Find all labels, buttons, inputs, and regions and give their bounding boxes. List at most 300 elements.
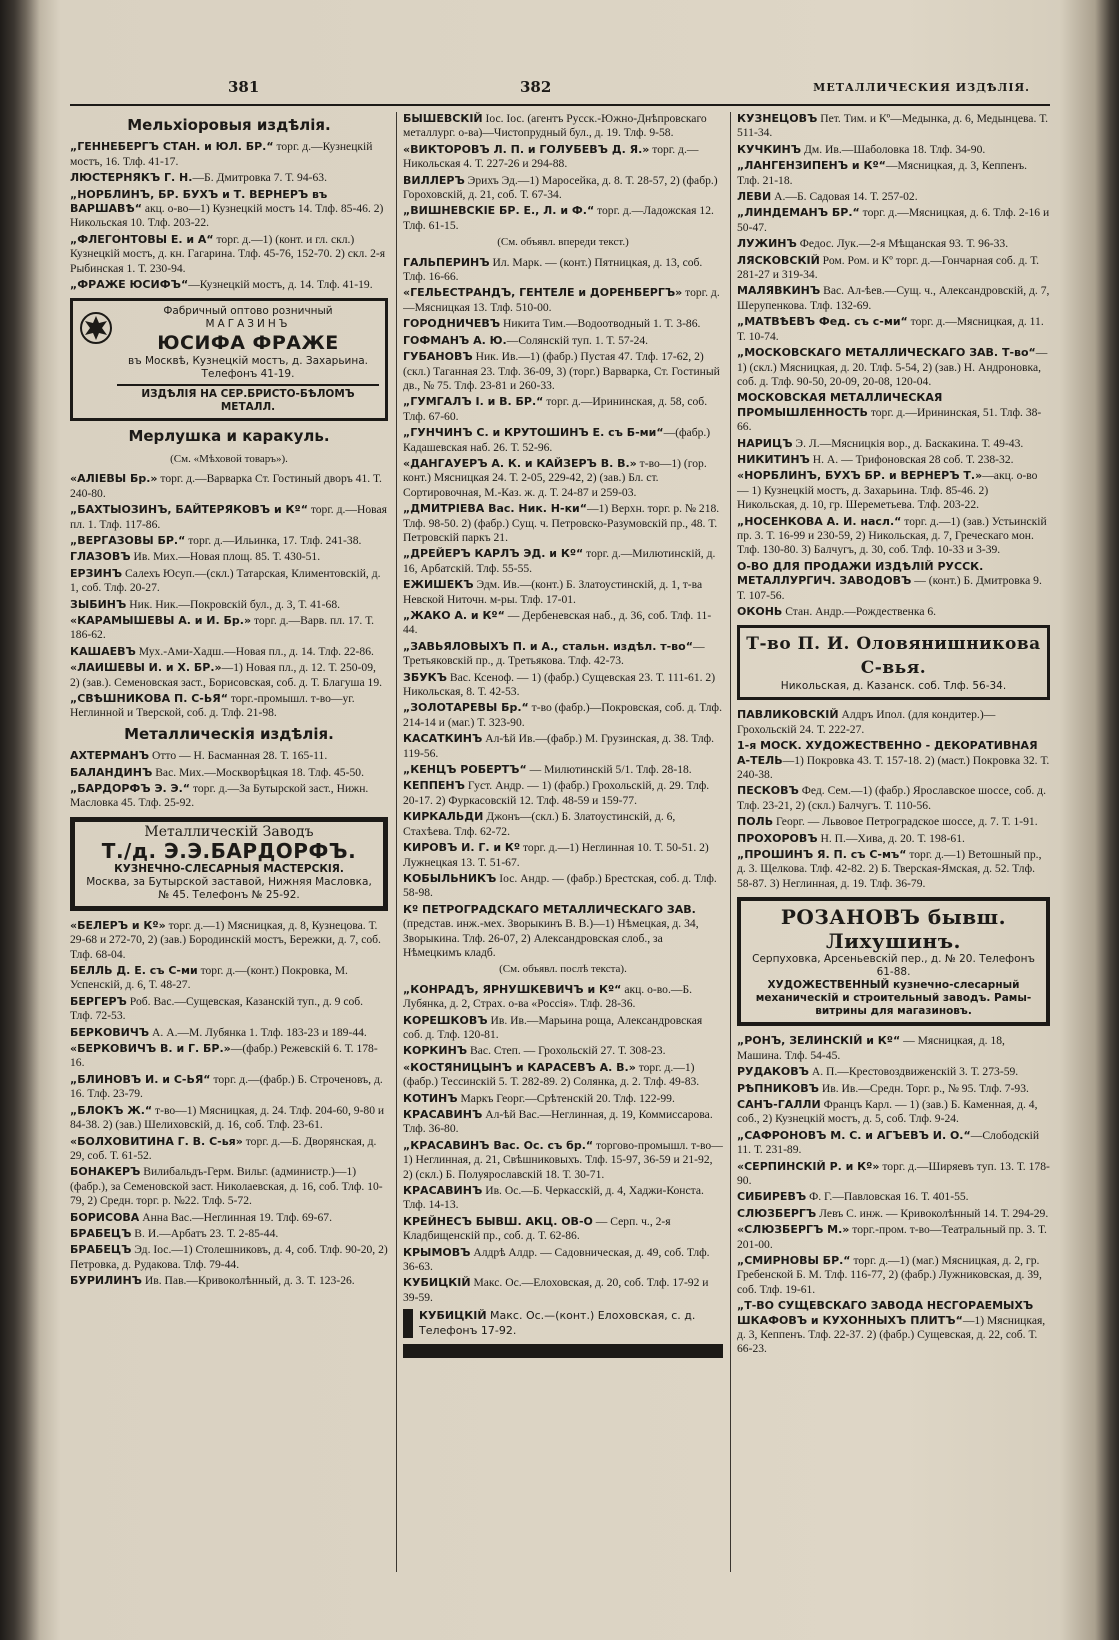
entry-details: Вас. Степ. — Грохольскій 27. Т. 308-23. <box>467 1044 666 1058</box>
directory-entry <box>70 1073 388 1102</box>
entry-details: Маркъ Георг.—Срѣтенскій 20. Тлф. 122-99. <box>457 1091 675 1105</box>
entry-name: „БАРДОРФЪ Э. Э.“ <box>70 782 191 795</box>
directory-entry <box>70 472 388 501</box>
entry-name: «БЕРКОВИЧЪ В. и Г. БР.» <box>70 1042 231 1056</box>
directory-entry <box>737 469 1050 512</box>
entry-details: Э. Л.—Мясницкія вор., д. Баскакина. Т. 49-43. <box>792 436 1024 450</box>
entry-details: торгово-промышл. т-во—1) Неглинная, д. 21, Свѣшниковыхъ. Тлф. 15-97, 36-59 и 21-92, 2) (скл.) Б. Полуярославскій 18. Т. 30-71. <box>403 1138 723 1181</box>
entry-name: „МОСКОВСКАГО МЕТАЛЛИЧЕСКАГО ЗАВ. Т-во“ <box>737 346 1036 360</box>
entry-name: „БЛИНОВЪ И. и С-ЬЯ“ <box>70 1072 211 1086</box>
directory-entry <box>737 254 1050 283</box>
entry-name: „КЕНЦЪ РОБЕРТЪ“ <box>403 763 527 777</box>
entry-name: БЫШЕВСКІЙ <box>403 112 483 125</box>
ad-headline: Т-во П. И. Оловянишникова С-вья. <box>746 634 1041 679</box>
entry-name: ЗЫБИНЪ <box>70 597 127 611</box>
entry-details: Никита Тим.—Водоотводный 1. Т. 3-86. <box>500 317 701 331</box>
entry-name: „ФРАЖЕ ЮСИФЪ“ <box>70 278 189 292</box>
entry-name: „ДМИТРІЕВА Вас. Ник. Н-ки“ <box>403 502 587 516</box>
advertisement-rozanov <box>737 897 1050 1026</box>
directory-entry <box>70 645 388 659</box>
entry-details: торг. д.—1) (маг.) Мясницкая, д. 2, гр. Гребенской Б. М. Тлф. 116-77, 2) (фабр.) Лужниковская, д. 39, соб. Тлф. 19-61. <box>737 1253 1042 1296</box>
directory-entry <box>403 317 723 331</box>
entry-details: т-во—1) Мясницкая, д. 24. Тлф. 204-60, 9-80 и 84-38. 2) (зав.) Шелиховскій, д. 16, соб. Тлф. 23-61. <box>70 1103 385 1132</box>
entry-name: „ГУМГАЛЪ І. и В. БР.“ <box>403 395 544 409</box>
entry-name: ГОРОДНИЧЕВЪ <box>403 317 501 331</box>
entry-name: КИРКАЛЬДИ <box>403 810 484 824</box>
directory-entry <box>737 206 1050 235</box>
entry-details: Алдрѣ Алдр. — Садовническая, д. 49, соб. Тлф. 36-63. <box>403 1245 710 1274</box>
entry-name: «БЕЛЕРЪ и Кº» <box>70 918 166 932</box>
entry-details: торг. д.—1) (фабр.) Тессинскій 5. Т. 282-89. 2) Солянка, д. 2. Тлф. 49-83. <box>403 1060 700 1089</box>
directory-entry <box>403 112 723 141</box>
directory-entry <box>403 578 723 607</box>
directory-entry <box>403 1276 723 1305</box>
column-2 <box>403 112 723 1572</box>
entry-name: „ЛИНДЕМАНЪ БР.“ <box>737 206 860 220</box>
directory-entry <box>70 964 388 993</box>
directory-entry <box>70 1165 388 1208</box>
directory-entry <box>70 278 388 292</box>
entry-name: „РОНЪ, ЗЕЛИНСКІЙ и Кº“ <box>737 1034 901 1048</box>
entry-details: Ал-ѣй Ив.—(фабр.) М. Грузинская, д. 38. Тлф. 119-56. <box>403 732 715 760</box>
entry-name: КАСАТКИНЪ <box>403 732 483 746</box>
entry-list <box>70 140 388 292</box>
directory-entry <box>403 609 723 638</box>
directory-entry <box>403 350 723 393</box>
directory-entry <box>70 567 388 596</box>
entry-name: „СВѢШНИКОВА П. С-ЬЯ“ <box>70 691 228 705</box>
entry-details: — (конт.) Б. Дмитровка 9. Т. 107-56. <box>737 574 1042 602</box>
entry-details: Ив. Ос.—Б. Черкасскій, д. 4, Хаджи-Конста. Тлф. 14-13. <box>403 1184 704 1212</box>
column-divider <box>396 112 397 1572</box>
directory-entry <box>737 515 1050 558</box>
directory-entry <box>737 1254 1050 1297</box>
entry-name: „БАХТЫОЗИНЪ, БАЙТЕРЯКОВЪ и Кº“ <box>70 503 308 517</box>
directory-entry <box>737 315 1050 344</box>
entry-details: — Серп. ч., 2-я Кладбищенскій пр., соб. д. Т. 62-86. <box>403 1214 671 1243</box>
directory-entry <box>403 983 723 1012</box>
entry-details: торг. д.—Мясницкая 13. Тлф. 510-00. <box>403 286 720 314</box>
entry-list <box>70 919 388 1289</box>
directory-entry <box>737 560 1050 603</box>
entry-list <box>70 472 388 721</box>
entry-details: Стан. Андр.—Рождественка 6. <box>782 605 937 618</box>
entry-name: „БЛОКЪ Ж.“ <box>70 1103 153 1117</box>
ad-headline: РОЗАНОВЪ бывш. Лихушинъ. <box>780 905 1007 954</box>
entry-name: ЕЖИШЕКЪ <box>403 578 474 592</box>
entry-name: «НОРБЛИНЪ, БУХЪ БР. и ВЕРНЕРЪ Т.» <box>737 469 983 483</box>
entry-list <box>403 112 723 233</box>
entry-details: Ив. Ив.—Марьина роща, Александровская соб. д. Тлф. 120-81. <box>403 1013 703 1041</box>
entry-details: А. А.—М. Лубянка 1. Тлф. 183-23 и 189-44. <box>149 1025 367 1039</box>
section-title: Мерлушка и каракуль. <box>128 427 330 446</box>
entry-details: — Мясницкая, д. 18, Машина. Тлф. 54-45. <box>737 1034 1005 1062</box>
entry-name: БЕЛЛЬ Д. Е. съ С-ми <box>70 964 198 978</box>
directory-entry <box>737 815 1050 829</box>
advertisement-fraje <box>70 298 388 421</box>
entry-details: Іос. Андр. — (фабр.) Брестская, соб. д. Тлф. 58-98. <box>403 871 717 900</box>
entry-list <box>737 708 1050 891</box>
entry-details: Федос. Лук.—2-я Мѣщанская 93. Т. 96-33. <box>796 237 1009 251</box>
directory-entry <box>737 453 1050 467</box>
eagle-emblem-icon <box>79 311 113 345</box>
entry-details: торг. д.—За Бутырской заст., Нижн. Масловка 45. Тлф. 25-92. <box>70 782 369 810</box>
directory-entry <box>403 256 723 285</box>
entry-details: —Мясницкая, д. 3, Кеппенъ. Тлф. 21-18. <box>737 159 1027 187</box>
entry-details: торг. д.—Мясницкая, д. 11. Т. 10-74. <box>737 315 1044 343</box>
directory-entry <box>403 1061 723 1090</box>
entry-list <box>403 256 723 961</box>
entry-name: КОРКИНЪ <box>403 1044 468 1058</box>
entry-name: „КРАСАВИНЪ Вас. Ос. съ бр.“ <box>403 1138 594 1152</box>
entry-details: т-во (фабр.)—Покровская, соб. д. Тлф. 214-14 и (маг.) Т. 323-90. <box>403 701 722 729</box>
entry-name: КОТИНЪ <box>403 1091 458 1105</box>
entry-details: торг. д.—1) (зав.) Устьинскій пр. 3. Т. 16-99 и 230-59, 2) Никольская, д. 7, Греческаго мон. Тлф. 130-80. 3) Балчугъ, д. 30, соб. Тлф. 10-33 и 3-39. <box>737 514 1047 557</box>
entry-details: Эдм. Ив.—(конт.) Б. Златоустинскій, д. 1, т-ва Невской Ниточн. м-ры. Тлф. 17-01. <box>403 578 703 606</box>
directory-entry <box>70 1227 388 1241</box>
entry-details: — Милютинскій 5/1. Тлф. 28-18. <box>526 763 692 777</box>
directory-entry <box>403 1044 723 1058</box>
entry-name: ПЕСКОВЪ <box>737 784 799 798</box>
entry-details: Вилибальдъ-Герм. Вильг. (администр.)—1) (фабр.), за Семеновской заст. Николаевская, д. 16, соб. Тлф. 10-79, 2) Средн. торг. р. №22. Тлф. 5-72. <box>70 1165 383 1208</box>
directory-entry <box>403 872 723 901</box>
entry-name: КУБИЦКІЙ <box>403 1276 471 1290</box>
advertisement-bardorf <box>70 817 388 911</box>
entry-name: МОСКОВСКАЯ МЕТАЛЛИЧЕСКАЯ ПРОМЫШЛЕННОСТЬ <box>737 391 943 419</box>
entry-name: „ВЕРГАЗОВЫ БР.“ <box>70 533 186 547</box>
directory-entry <box>737 237 1050 251</box>
entry-name: БУРИЛИНЪ <box>70 1274 143 1288</box>
directory-entry <box>70 919 388 962</box>
entry-details: торг.-промышл. т-во—уг. Неглинной и Тверской, соб. д. Тлф. 21-98. <box>70 691 355 720</box>
ad-line: КУЗНЕЧНО-СЛЕСАРНЫЯ МАСТЕРСКІЯ. <box>114 862 344 875</box>
directory-entry <box>403 779 723 808</box>
entry-details: Іос. Іос. (агентъ Русск.-Южно-Днѣпровскаго металлург. о-ва)—Чистопрудный бул., д. 19. Тлф. 9-58. <box>403 112 707 140</box>
entry-name: ГУБАНОВЪ <box>403 350 473 364</box>
directory-entry <box>70 188 388 231</box>
directory-entry <box>737 832 1050 846</box>
entry-name: СЛЮЗБЕРГЪ <box>737 1206 817 1220</box>
entry-details: торг. д.—(фабр.) Б. Строченовъ, д. 16. Тлф. 23-79. <box>70 1072 383 1101</box>
column-divider <box>730 112 731 1572</box>
directory-entry <box>737 605 1050 619</box>
entry-name: СИБИРЕВЪ <box>737 1190 807 1204</box>
directory-entry <box>403 174 723 203</box>
entry-details: Ром. Ром. и Кº торг. д.—Гончарная соб. д. Т. 281-27 и 319-34. <box>737 253 1040 282</box>
entry-details: торг. д.—Никольская 4. Т. 227-26 и 294-88. <box>403 142 699 171</box>
directory-entry <box>737 1160 1050 1189</box>
entry-name: «КАРАМЫШЕВЫ А. и И. Бр.» <box>70 613 252 627</box>
ad-line: Серпуховка, Арсеньевскій пер., д. № 20. Телефонъ 61-88. <box>752 953 1035 979</box>
entry-details: В. И.—Арбатъ 23. Т. 2-85-44. <box>131 1226 279 1240</box>
ad-line: Никольская, д. Казанск. соб. Тлф. 56-34. <box>780 680 1007 693</box>
directory-entry <box>737 437 1050 451</box>
entry-details: —(фабр.) Кадашевская наб. 26. Т. 52-96. <box>403 426 711 454</box>
directory-entry <box>737 391 1050 434</box>
entry-name: „ВИШНЕВСКІЕ БР. Е., Л. и Ф.“ <box>403 204 595 218</box>
entry-details: —1) Покровка 43. Т. 157-18. 2) (маст.) Покровка 32. Т. 240-38. <box>737 753 1050 782</box>
entry-details: Ник. Ник.—Покровскій бул., д. 3, Т. 41-68. <box>126 597 341 611</box>
entry-name: „ФЛЕГОНТОВЫ Е. и А“ <box>70 232 214 246</box>
ad-line: Москва, за Бутырской заставой, Нижняя Масловка, № 45. Телефонъ № 25-92. <box>86 875 372 901</box>
directory-entry <box>737 1129 1050 1158</box>
entry-name: КОБЫЛЬНИКЪ <box>403 871 497 885</box>
page-header <box>60 78 1050 104</box>
entry-details: Пет. Тим. и Кº—Медынка, д. 6, Медынцева. Т. 511-34. <box>737 112 1049 140</box>
entry-name: „ПРОШИНЪ Я. П. съ С-мъ“ <box>737 848 907 862</box>
entry-details: —1) Верхн. торг. р. № 218. Тлф. 98-50. 2) (фабр.) Сущ. ч. Петровско-Разумовскій пр., 48. Т. Петровскій паркъ 21. <box>403 502 720 544</box>
right-page-number: 382 <box>520 78 552 96</box>
entry-name: БАЛАНДИНЪ <box>70 765 153 779</box>
entry-name: БОРИСОВА <box>70 1210 140 1224</box>
directory-entry <box>737 1190 1050 1204</box>
entry-name: НИКИТИНЪ <box>737 452 810 466</box>
entry-name: ЛЯСКОВСКІЙ <box>737 253 820 267</box>
directory-entry <box>403 334 723 348</box>
section-note: (См. объявл. впереди текст.) <box>497 236 629 249</box>
entry-name: «ЛАИШЕВЫ И. и Х. БР.» <box>70 661 222 675</box>
black-bar <box>403 1344 723 1358</box>
directory-entry <box>70 550 388 564</box>
entry-name: БЕРКОВИЧЪ <box>70 1025 150 1039</box>
entry-name: «АЛІЕВЫ Бр.» <box>70 472 158 486</box>
entry-details: акц. о-во.—Б. Лубянка, д. 2, Страх. о-ва «Россія». Тлф. 28-36. <box>403 982 692 1011</box>
directory-entry <box>737 1034 1050 1063</box>
entry-details: —1) Мясницкая, д. 3, Кеппенъ. Тлф. 22-37. 2) (фабр.) Сущевская, д. 22, соб. Т. 66-23. <box>737 1313 1046 1356</box>
entry-name: „ЗОЛОТАРЕВЫ Бр.“ <box>403 701 529 715</box>
entry-details: Ив. Мих.—Новая площ. 85. Т. 430-51. <box>130 550 321 564</box>
entry-name: „ЛАНГЕНЗИПЕНЪ и Кº“ <box>737 159 886 173</box>
directory-entry <box>403 1014 723 1043</box>
entry-details: Отто — Н. Басманная 28. Т. 165-11. <box>149 749 328 763</box>
directory-entry <box>403 395 723 424</box>
directory-entry <box>70 171 388 185</box>
directory-entry <box>737 143 1050 157</box>
directory-page <box>60 70 1050 1575</box>
entry-details: —Кузнецкій мостъ, д. 14. Тлф. 41-19. <box>188 278 373 292</box>
entry-details: торг. д.—Ирининская, д. 58, соб. Тлф. 67-60. <box>403 395 708 423</box>
section-note: (См. объявл. послѣ текста). <box>499 963 627 976</box>
entry-name: «ГЕЛЬЕСТРАНДЪ, ГЕНТЕЛЕ и ДОРЕНБЕРГЪ» <box>403 286 683 300</box>
entry-details: торг. д.—Ладожская 12. Тлф. 61-15. <box>403 204 714 232</box>
entry-name: ГОФМАНЪ А. Ю. <box>403 333 507 347</box>
entry-details: торг. д.—Кузнецкій мостъ, 16. Тлф. 41-17. <box>70 140 373 168</box>
entry-name: КИРОВЪ И. Г. и Кº <box>403 841 521 855</box>
entry-name: „НОСЕНКОВА А. И. насл.“ <box>737 514 902 528</box>
entry-details: торг. д.—Новая пл. 1. Тлф. 117-86. <box>70 503 387 531</box>
entry-details: Ник. Ив.—1) (фабр.) Пустая 47. Тлф. 17-62, 2) (скл.) Таганная 23. Тлф. 36-09, 3) (торг.) Варварка, Ст. Гостиный дв., № 75. Тлф. 23-81 и 260-33. <box>403 350 720 392</box>
entry-details: т-во—1) (гор. конт.) Мясницкая 24. Т. 2-05, 229-42, 2) (зав.) Бл. ст. Сортировочная, М.-Каз. ж. д. Т. 24-87 и 259-03. <box>403 456 707 499</box>
directory-entry <box>737 739 1050 782</box>
directory-entry <box>737 1098 1050 1127</box>
entry-name: ПАВЛИКОВСКІЙ <box>737 708 839 722</box>
directory-entry <box>403 732 723 761</box>
directory-entry <box>70 749 388 763</box>
ad-line: Фабричный оптово розничный <box>163 305 333 318</box>
entry-name: ГАЛЬПЕРИНЪ <box>403 255 490 269</box>
left-page-number: 381 <box>228 78 260 96</box>
entry-name: НАРИЦЪ <box>737 436 793 450</box>
entry-name: „ЗАВЬЯЛОВЫХЪ П. и А., стальн. издѣл. т-во“ <box>403 639 693 653</box>
ad-headline: ЮСИФА ФРАЖЕ <box>157 332 339 355</box>
entry-name: КУЗНЕЦОВЪ <box>737 112 818 125</box>
entry-details: —1) Новая пл., д. 12. Т. 250-09, 2) (зав.). Семеновская заст., Борисовская, соб. д. Т. Благуша 19. <box>70 661 383 689</box>
entry-details: Н. П.—Хива, д. 20. Т. 198-61. <box>817 831 965 845</box>
entry-name: БРАБЕЦЪ <box>70 1226 132 1240</box>
entry-name: «КОСТЯНИЦЫНЪ и КАРАСЕВЪ А. В.» <box>403 1060 636 1074</box>
entry-details: торг. д.—1) Мясницкая, д. 8, Кузнецова. Т. 29-68 и 272-70, 2) (зав.) Бородинскій мостъ, Бережки, д. 7, соб. Тлф. 68-04. <box>70 918 381 961</box>
column-1 <box>70 112 388 1572</box>
entry-details: Левъ С. инж. — Кривоколѣнный 14. Т. 294-29. <box>816 1206 1049 1220</box>
entry-name: „МАТВѢЕВЪ Фед. съ с-ми“ <box>737 315 908 329</box>
entry-details: Алдръ Ипол. (для кондитер.)—Грохольскій 24. Т. 222-27. <box>737 708 996 736</box>
entry-details: —(фабр.) Режевскій 6. Т. 178-16. <box>70 1042 378 1070</box>
entry-name: РУДАКОВЪ <box>737 1065 809 1079</box>
directory-entry <box>737 112 1050 141</box>
entry-name: БЕРГЕРЪ <box>70 994 127 1008</box>
directory-entry <box>737 1207 1050 1221</box>
entry-list <box>737 1034 1050 1357</box>
entry-name: „СМИРНОВЫ БР.“ <box>737 1253 851 1267</box>
entry-name: «ВИКТОРОВЪ Л. П. и ГОЛУБЕВЪ Д. Я.» <box>403 142 650 156</box>
ad-line: Макс. Ос.—(конт.) Елоховская, с. д. Телефонъ 17-92. <box>419 1309 696 1337</box>
directory-entry <box>403 286 723 315</box>
entry-name: Кº ПЕТРОГРАДСКАГО МЕТАЛЛИЧЕСКАГО ЗАВ. <box>403 902 696 916</box>
entry-details: торг. д.—1) Ветошный пр., д. 3. Щелкова. Тлф. 42-82. 2) Б. Тверская-Ямская, д. 52. Тлф. 58-87. 3) Неглинная, д. 19. Тлф. 36-79. <box>737 848 1042 890</box>
directory-entry <box>737 708 1050 737</box>
entry-name: КРАСАВИНЪ <box>403 1108 483 1121</box>
directory-entry <box>403 1139 723 1182</box>
entry-name: „ГУНЧИНЪ С. и КРУТОШИНЪ Е. съ Б-ми“ <box>403 426 664 440</box>
entry-details: Ф. Г.—Павловская 16. Т. 401-55. <box>806 1190 969 1204</box>
entry-details: торг. д.—Ширяевъ туп. 13. Т. 178-90. <box>737 1159 1050 1187</box>
directory-entry <box>70 661 388 690</box>
entry-name: ПОЛЬ <box>737 815 774 829</box>
directory-entry <box>70 1243 388 1272</box>
directory-entry <box>70 1135 388 1164</box>
entry-details: Вас. Мих.—Москворѣцкая 18. Тлф. 45-50. <box>152 765 364 779</box>
entry-name: «СЕРПИНСКІЙ Р. и Кº» <box>737 1159 880 1173</box>
entry-details: — Дербеневская наб., д. 36, соб. Тлф. 11-44. <box>403 609 712 637</box>
entry-details: акц. о-во—1) Кузнецкій мостъ 14. Тлф. 85-46. 2) Никольская 10. Тлф. 203-22. <box>70 202 384 230</box>
entry-name: „КОНРАДЪ, ЯРНУШКЕВИЧЪ и Кº“ <box>403 982 622 996</box>
entry-details: Салехъ Юсуп.—(скл.) Татарская, Климентовскій, д. 1, соб. Тлф. 20-27. <box>70 566 381 595</box>
entry-details: Фед. Сем.—1) (фабр.) Ярославское шоссе, соб. д. Тлф. 23-21, 2) (скл.) Балчугъ. Т. 110-56. <box>737 784 1046 812</box>
entry-name: ПРОХОРОВЪ <box>737 831 818 845</box>
ad-line: Металлическій Заводъ <box>144 823 314 840</box>
directory-entry <box>737 1065 1050 1079</box>
entry-name: МАЛЯВКИНЪ <box>737 284 821 298</box>
entry-details: Макс. Ос.—Елоховская, д. 20, соб. Тлф. 17-92 и 39-59. <box>403 1276 709 1304</box>
entry-details: Мух.-Ами-Хадш.—Новая пл., д. 14. Тлф. 22-86. <box>135 644 374 658</box>
entry-name: КЕППЕНЪ <box>403 779 465 793</box>
entry-name: КРАСАВИНЪ <box>403 1184 483 1198</box>
entry-name: „САФРОНОВЪ М. С. и АГЪЕВЪ И. О.“ <box>737 1128 971 1142</box>
section-note: (См. «Мѣховой товаръ»). <box>170 452 288 465</box>
advertisement-olovyanishnikov <box>737 625 1050 700</box>
directory-entry <box>70 782 388 811</box>
entry-name: ЛУЖИНЪ <box>737 237 797 251</box>
directory-entry <box>737 1223 1050 1252</box>
entry-list <box>70 749 388 811</box>
entry-details: Роб. Вас.—Сущевская, Казанскій туп., д. 9 соб. Тлф. 72-53. <box>70 994 364 1023</box>
directory-entry <box>70 1274 388 1288</box>
entry-details: А.—Б. Садовая 14. Т. 257-02. <box>771 190 918 204</box>
directory-entry <box>70 1042 388 1071</box>
entry-name: КАШАЕВЪ <box>70 644 136 658</box>
entry-details: —Б. Дмитровка 7. Т. 94-63. <box>192 171 327 185</box>
entry-details: Джонъ—(скл.) Б. Златоустинскій, д. 6, Стахѣева. Тлф. 62-72. <box>403 810 676 838</box>
entry-list <box>403 983 723 1306</box>
entry-name: АХТЕРМАНЪ <box>70 749 150 763</box>
directory-entry <box>403 763 723 777</box>
directory-entry <box>70 1211 388 1225</box>
entry-name: ЛЕВИ <box>737 190 772 204</box>
directory-entry <box>403 841 723 870</box>
directory-entry <box>737 784 1050 813</box>
entry-details: Анна Вас.—Неглинная 19. Тлф. 69-67. <box>139 1210 332 1224</box>
directory-entry <box>737 284 1050 313</box>
directory-entry <box>403 1246 723 1275</box>
entry-details: Эрихъ Эд.—1) Маросейка, д. 8. Т. 28-57, 2) (фабр.) Гороховскій, д. 21, соб. Т. 67-34. <box>403 173 718 202</box>
entry-details: А. П.—Крестовоздвиженскій 3. Т. 273-59. <box>808 1065 1019 1079</box>
section-title: Мельхіоровыя издѣлія. <box>127 116 331 134</box>
entry-name: БРАБЕЦЪ <box>70 1243 132 1257</box>
directory-entry <box>403 1092 723 1106</box>
directory-entry <box>403 1215 723 1244</box>
directory-entry <box>403 1184 723 1213</box>
directory-entry <box>403 671 723 700</box>
directory-entry <box>403 810 723 839</box>
directory-entry <box>70 233 388 276</box>
entry-name: „ДРЕЙЕРЪ КАРЛЪ ЭД. и Кº“ <box>403 547 584 561</box>
entry-details: торг. д.—(конт.) Покровка, М. Успенскій, д. 6, Т. 48-27. <box>70 964 348 992</box>
entry-details: торг. д.—Милютинскій, д. 16, Арбатскій. Тлф. 55-55. <box>403 547 716 575</box>
entry-name: КРЕЙНЕСЪ БЫВШ. АКЦ. ОВ-О <box>403 1214 593 1228</box>
entry-details: торг. д.—1) Неглинная 10. Т. 50-51. 2) Лужнецкая 13. Т. 51-67. <box>403 841 709 869</box>
column-3 <box>737 112 1050 1572</box>
entry-name: О-ВО ДЛЯ ПРОДАЖИ ИЗДѢЛІЙ РУССК. МЕТАЛЛУРГИЧ. ЗАВОДОВЪ <box>737 559 984 588</box>
ad-headline: Т./д. Э.Э.БАРДОРФЪ. <box>101 838 357 863</box>
directory-entry <box>737 1082 1050 1096</box>
entry-details: —Третьяковскій пр., д. Третьякова. Тлф. 42-73. <box>403 639 705 668</box>
entry-name: 1-я МОСК. ХУДОЖЕСТВЕННО - ДЕКОРАТИВНАЯ А-ТЕЛЬ <box>737 739 1038 767</box>
entry-name: КУЧКИНЪ <box>737 142 802 156</box>
directory-entry <box>403 903 723 961</box>
directory-entry <box>70 692 388 721</box>
ad-line: МАГАЗИНЪ <box>205 318 291 331</box>
entry-details: торг.-пром. т-во—Театральный пр. 3. Т. 201-00. <box>737 1223 1047 1251</box>
directory-entry <box>70 534 388 548</box>
ad-line: ИЗДѢЛІЯ НА СЕР.БРИСТО-БѢЛОМЪ МЕТАЛЛ. <box>117 384 379 414</box>
directory-entry <box>403 640 723 669</box>
entry-details: —1) (скл.) Мясницкая, д. 20. Тлф. 5-54, 2) (зав.) Н. Андроновка, соб. д. Тлф. 90-50, 20-09, 20-08, 120-04. <box>737 346 1048 388</box>
directory-entry <box>403 502 723 545</box>
entry-details: Н. А. — Трифоновская 28 соб. Т. 238-32. <box>809 452 1014 466</box>
entry-name: ЗБУКЪ <box>403 670 448 684</box>
entry-name: „ГЕННЕБЕРГЪ СТАН. и ЮЛ. БР.“ <box>70 140 274 154</box>
entry-details: торг. д.—Ильинка, 17. Тлф. 241-38. <box>185 533 362 547</box>
entry-details: Ал-ѣй Вас.—Неглинная, д. 19, Коммиссарова. Тлф. 36-80. <box>403 1108 713 1136</box>
directory-entry <box>403 204 723 233</box>
entry-name: КРЫМОВЪ <box>403 1245 471 1259</box>
entry-details: Вас. Ксеноф. — 1) (фабр.) Сущевская 23. Т. 111-61. 2) Никольская, 8. Т. 42-53. <box>403 670 716 699</box>
entry-name: «БОЛХОВИТИНА Г. В. С-ья» <box>70 1134 243 1148</box>
entry-details: Ив. Пав.—Кривоколѣнный, д. 3. Т. 123-26. <box>142 1274 355 1288</box>
entry-details: Ив. Ив.—Средн. Торг. р., № 95. Тлф. 7-93. <box>818 1081 1029 1095</box>
entry-name: ОКОНЬ <box>737 605 783 618</box>
header-rule <box>70 104 1050 106</box>
